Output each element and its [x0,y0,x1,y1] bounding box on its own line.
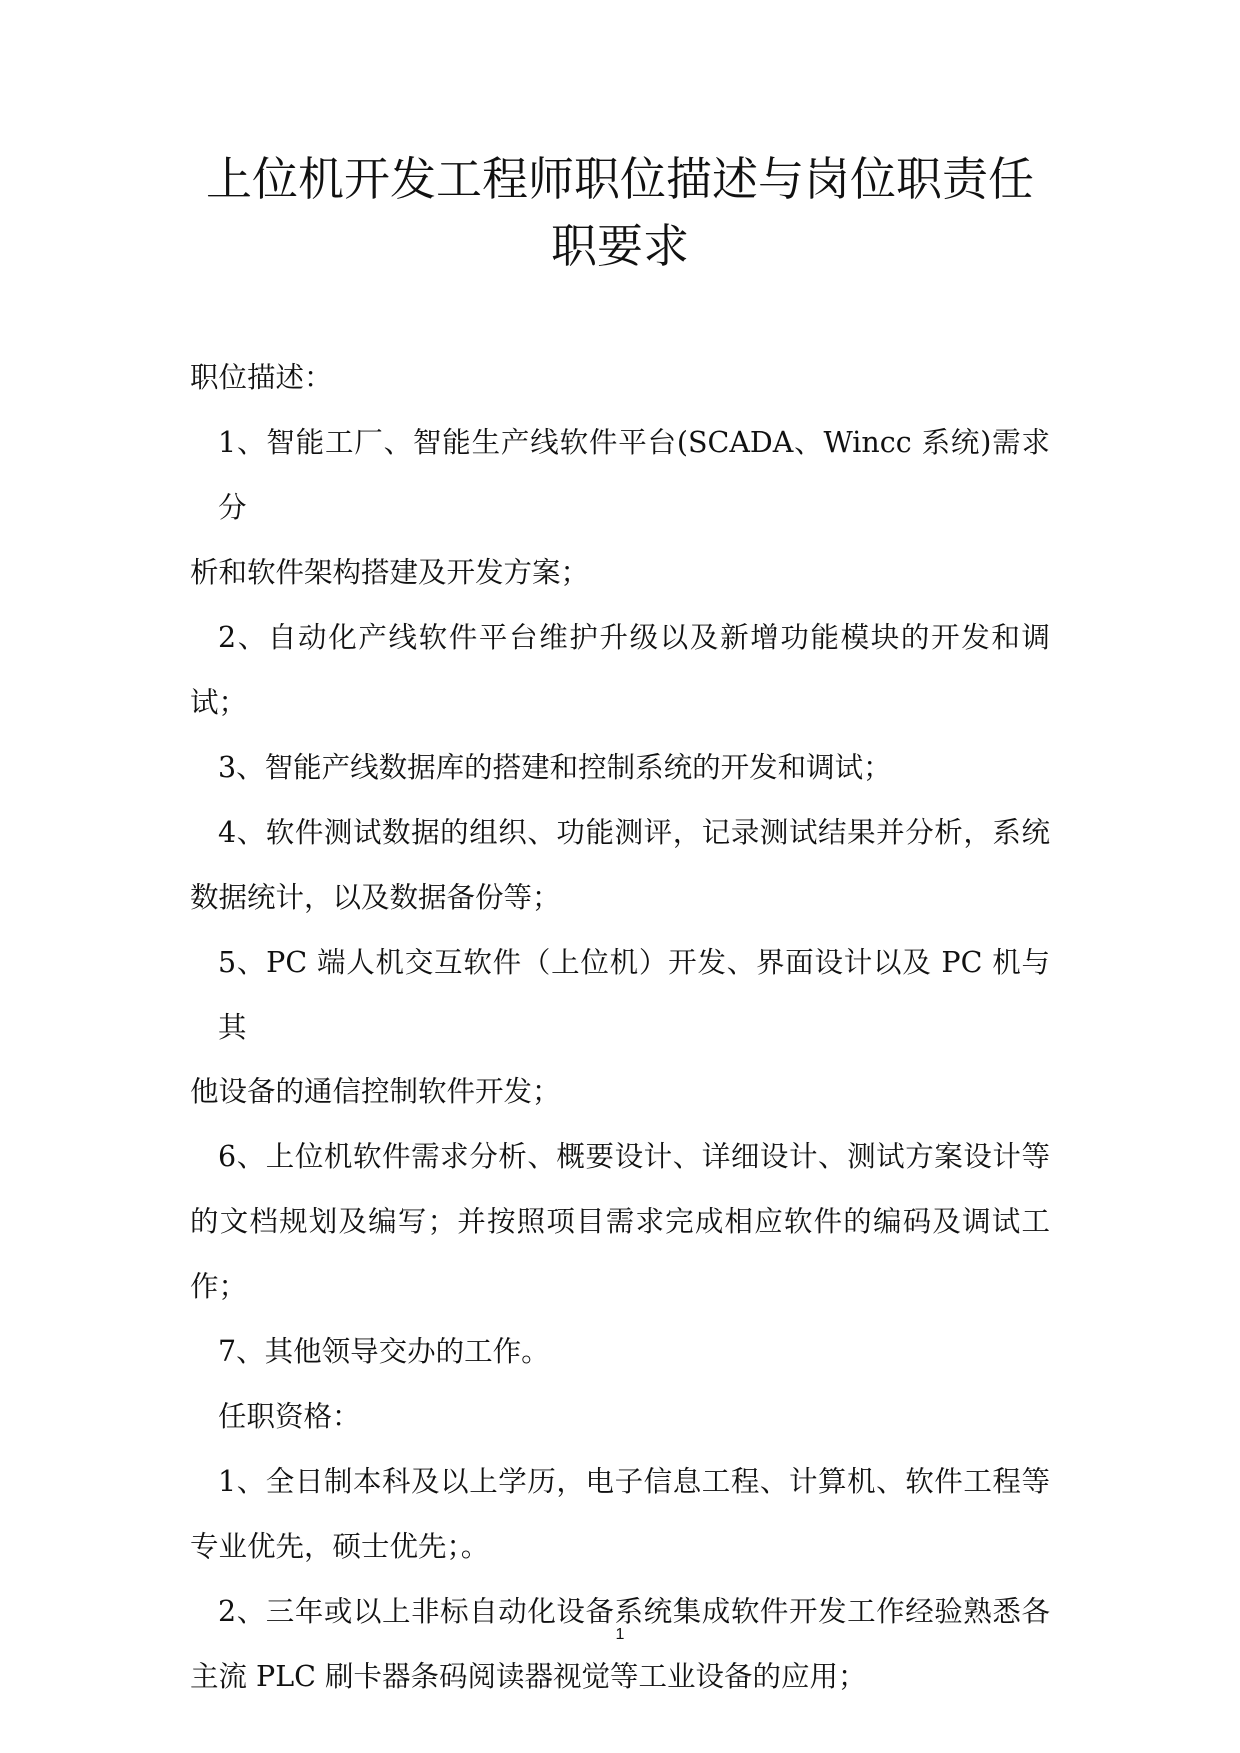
paragraph [190,1580,1050,1710]
paragraph [190,1450,1050,1580]
paragraph [190,1385,1050,1450]
paragraph-line: 4、软件测试数据的组织、功能测评，记录测试结果并分析，系统 [218,815,1050,849]
document-body [190,346,1050,1710]
paragraph-line: 任职资格： [218,1400,361,1434]
title-line: 职要求 [551,219,689,273]
paragraph [190,606,1050,736]
document-title [0,146,1240,280]
paragraph [190,1125,1050,1320]
paragraph-line: 他设备的通信控制软件开发； [190,1075,561,1109]
paragraph-line: 3、智能产线数据库的搭建和控制系统的开发和调试； [218,750,892,784]
paragraph-line: 6、上位机软件需求分析、概要设计、详细设计、测试方案设计等 [218,1140,1050,1174]
paragraph-line: 2、三年或以上非标自动化设备系统集成软件开发工作经验熟悉各 [218,1595,1050,1629]
paragraph-line: 数据统计，以及数据备份等； [190,880,561,914]
paragraph-line: 主流 PLC 刷卡器条码阅读器视觉等工业设备的应用； [190,1660,867,1694]
paragraph [190,801,1050,931]
paragraph-line: 1、智能工厂、智能生产线软件平台(SCADA、Wincc 系统)需求分 [218,425,1050,524]
paragraph-line: 作； [190,1270,248,1304]
paragraph-line: 专业优先，硕士优先；。 [190,1530,490,1564]
paragraph [190,931,1050,1126]
paragraph-line: 的文档规划及编写；并按照项目需求完成相应软件的编码及调试工 [190,1205,1050,1239]
paragraph [190,1320,1050,1385]
paragraph [190,736,1050,801]
paragraph-line: 试； [190,685,248,719]
paragraph [190,346,1050,411]
paragraph-line: 1、全日制本科及以上学历，电子信息工程、计算机、软件工程等 [218,1465,1050,1499]
paragraph-line: 析和软件架构搭建及开发方案； [190,555,590,589]
title-line: 上位机开发工程师职位描述与岗位职责任 [206,152,1034,206]
page-number: 1 [615,1626,625,1643]
paragraph [190,411,1050,606]
paragraph-line: 5、PC 端人机交互软件（上位机）开发、界面设计以及 PC 机与其 [218,945,1050,1044]
paragraph-line: 职位描述： [190,361,333,394]
paragraph-line: 2、自动化产线软件平台维护升级以及新增功能模块的开发和调 [218,620,1050,654]
paragraph-line: 7、其他领导交办的工作。 [218,1335,550,1369]
